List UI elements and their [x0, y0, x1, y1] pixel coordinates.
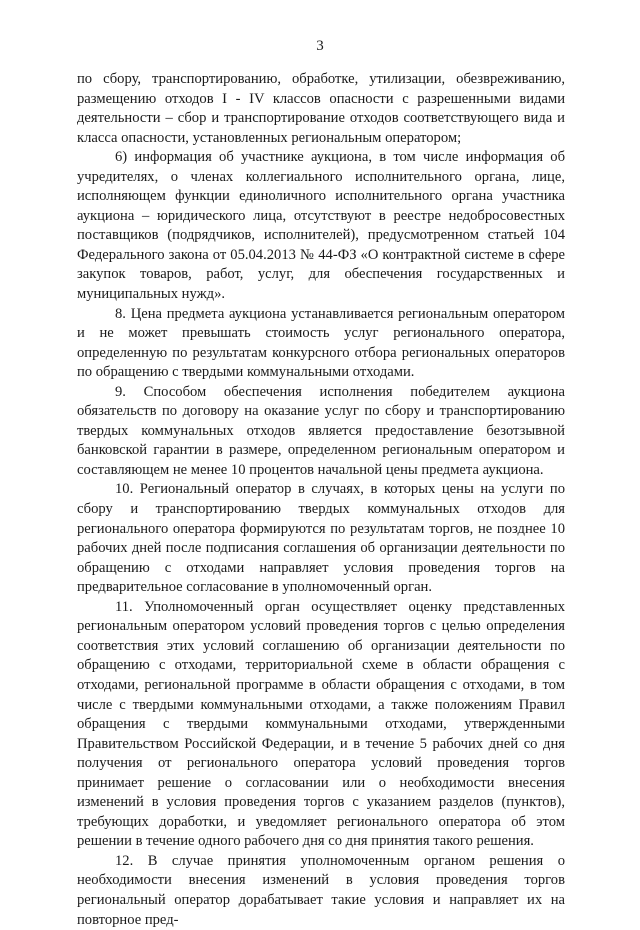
paragraph-item-11: 11. Уполномоченный орган осуществляет оценку представленных региональным оператором условий проведения торгов с целью определения соответствия этих условий соглашению об организации деятельности по обращению с отходами, территориальной схеме в области обращения с отходами, региональной программе в области обращения с отходами, в том числе с твердыми коммунальными отходами, а также положениям Правил обращения с твердыми коммунальными отходами, утвержденными Правительством Российской Федерации, и в течение 5 рабочих дней со дня получения от регионального оператора условий проведения торгов принимает решение о согласовании или о необходимости внесения изменений в условия проведения торгов с указанием разделов (пунктов), требующих доработки, и уведомляет регионального оператора об этом решении в течение одного рабочего дня со дня принятия такого решения. [77, 598, 565, 850]
page-number: 3 [316, 38, 324, 54]
document-body [77, 70, 565, 930]
paragraph-item-8: 8. Цена предмета аукциона устанавливается региональным оператором и не может превышать стоимость услуг регионального оператора, определенную по результатам конкурсного отбора региональных операторов по обращению с твердыми коммунальными отходами. [77, 305, 565, 381]
paragraph-item-12: 12. В случае принятия уполномоченным органом решения о необходимости внесения изменений в условия проведения торгов региональный оператор дорабатывает такие условия и направляет их на повторное пред- [77, 852, 565, 928]
paragraph-continuation: по сбору, транспортированию, обработке, утилизации, обезвреживанию, размещению отходов I - IV классов опасности с разрешенными видами деятельности – сбор и транспортирование отходов соответствующего вида и класса опасности, установленных региональным оператором; [77, 71, 565, 146]
paragraph-item-9: 9. Способом обеспечения исполнения победителем аукциона обязательств по договору на оказание услуг по сбору и транспортированию твердых коммунальных отходов является предоставление безотзывной банковской гарантии в размере, определенном региональным оператором и составляющем не менее 10 процентов начальной цены предмета аукциона. [77, 383, 565, 478]
paragraph-item-6: 6) информация об участнике аукциона, в том числе информация об учредителях, о членах коллегиального исполнительного органа, лице, исполняющем функции единоличного исполнительного органа участника аукциона – юридического лица, отсутствуют в реестре недобросовестных поставщиков (подрядчиков, исполнителей), предусмотренном статьей 104 Федерального закона от 05.04.2013 № 44-ФЗ «О контрактной системе в сфере закупок товаров, работ, услуг, для обеспечения государственных и муниципальных нужд». [77, 149, 565, 303]
paragraph-item-10: 10. Региональный оператор в случаях, в которых цены на услуги по сбору и транспортированию твердых коммунальных отходов для регионального оператора формируются по результатам торгов, не позднее 10 рабочих дней после подписания соглашения об организации деятельности по обращению с отходами направляет условия проведения торгов на предварительное согласование в уполномоченный орган. [77, 481, 565, 596]
